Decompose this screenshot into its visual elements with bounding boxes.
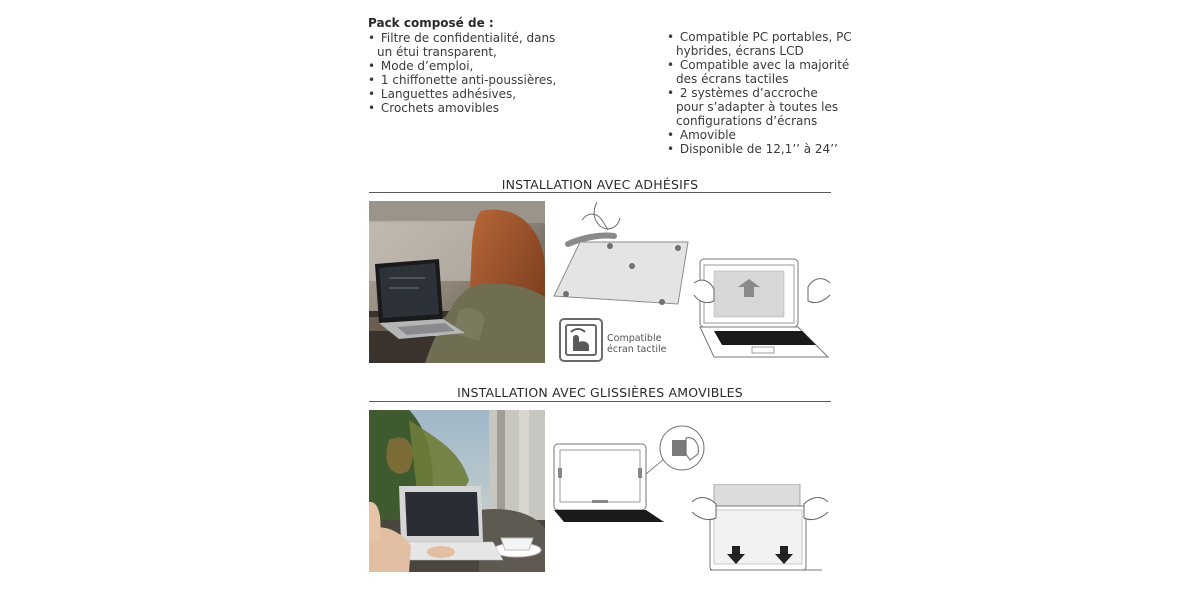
pack-item: • Filtre de confidentialité, dans un étui transparent, [368, 31, 556, 59]
pack-item: • Crochets amovibles [368, 101, 500, 115]
illustration-filter-slide [692, 484, 832, 574]
illustration-adhesive-filter [552, 198, 692, 308]
pack-item: • Mode d’emploi, [368, 59, 474, 73]
touchscreen-hand-icon [559, 318, 603, 362]
bullet-icon: • [368, 31, 376, 45]
feature-item: • Compatible avec la majorité des écrans tactiles [667, 58, 850, 86]
photo-woman-laptop-art [369, 201, 545, 363]
section-divider [369, 401, 831, 402]
bullet-icon: • [667, 58, 675, 72]
photo-outdoor-laptop-art [369, 410, 545, 572]
bullet-icon: • [368, 59, 376, 73]
laptop-adhesive-illustration [692, 255, 834, 359]
section-sliders-title: INSTALLATION AVEC GLISSIÈRES AMOVIBLES [457, 385, 743, 400]
bullet-icon: • [368, 73, 376, 87]
filter-slide-illustration [692, 484, 832, 574]
pack-list [368, 31, 628, 115]
bullet-icon: • [667, 86, 675, 100]
illustration-laptop-sliders [552, 424, 710, 524]
bullet-icon: • [667, 30, 675, 44]
feature-item: • Disponible de 12,1’’ à 24’’ [667, 142, 838, 156]
bullet-icon: • [368, 87, 376, 101]
bullet-icon: • [667, 128, 675, 142]
touchscreen-label: Compatible écran tactile [607, 333, 667, 355]
touchscreen-badge [559, 318, 603, 362]
feature-item: • 2 systèmes d’accroche pour s’adapter à toutes les configurations d’écrans [667, 86, 839, 128]
photo-woman-laptop [369, 201, 545, 363]
section-adhesive-title: INSTALLATION AVEC ADHÉSIFS [501, 177, 699, 192]
pack-contents [368, 16, 628, 115]
photo-outdoor-laptop [369, 410, 545, 572]
pack-item: • Languettes adhésives, [368, 87, 517, 101]
bullet-icon: • [368, 101, 376, 115]
pack-item: • 1 chiffonette anti-poussières, [368, 73, 557, 87]
illustration-laptop-adhesive [692, 255, 834, 359]
bullet-icon: • [667, 142, 675, 156]
feature-list [667, 30, 867, 156]
feature-item: • Amovible [667, 128, 736, 142]
section-divider [369, 192, 831, 193]
pack-title: Pack composé de : [368, 16, 494, 30]
feature-item: • Compatible PC portables, PC hybrides, écrans LCD [667, 30, 852, 58]
filter-sheet-illustration [552, 198, 692, 308]
laptop-slider-illustration [552, 424, 710, 524]
